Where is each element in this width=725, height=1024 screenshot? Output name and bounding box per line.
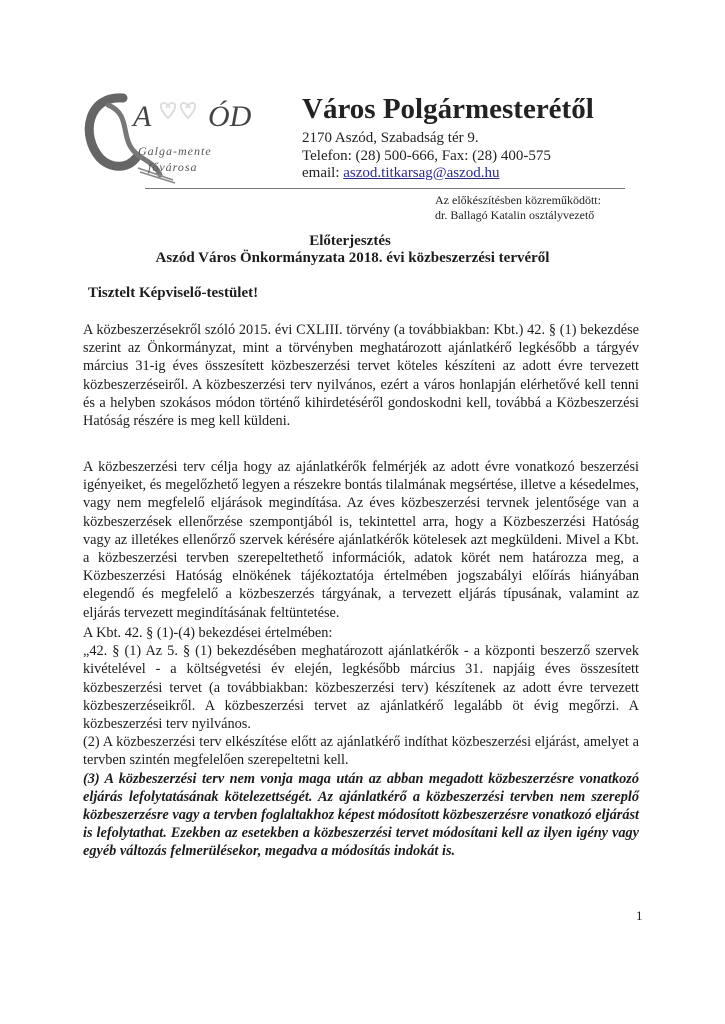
logo-tagline-2: fővárosa xyxy=(148,160,198,174)
kbt-intro: A Kbt. 42. § (1)-(4) bekezdései értelmében: xyxy=(83,625,333,641)
email-label: email: xyxy=(302,165,344,181)
document-subject: Aszód Város Önkormányzata 2018. évi közbeszerzési tervéről xyxy=(155,250,550,266)
paragraph-1-text: A közbeszerzésekről szóló 2015. évi CXLIII. törvény (a továbbiakban: Kbt.) 42. § (1) bekezdése szerint az Önkormányzat, mint a törvényben meghatározott ajánlatkérő legkésőbb a tárgyév március 31-ig éves összesített közbeszerzési tervet köteles készíteni az adott évre tervezett közbeszerzéseiről. A közbeszerzési terv nyilvános, ezért a város honlapján elérhetővé kell tenni és a helyben szokásos módon történő kihirdetéséről gondoskodni kell, továbbá a Közbeszerzési Hatóság részére is meg kell küldeni. xyxy=(83,322,639,430)
paragraph-1 xyxy=(83,321,639,430)
preparer-name: dr. Ballagó Katalin osztályvezető xyxy=(435,208,595,222)
letterhead-email xyxy=(302,165,500,182)
kbt-section-2: (2) A közbeszerzési terv elkészítése előtt az ajánlatkérő indíthat közbeszerzési eljárást, amelyet a tervben szintén megfelelően szerepeltetni kell. xyxy=(83,734,639,769)
logo-letters-od: ÓD xyxy=(208,100,252,133)
paragraph-2-text: A közbeszerzési terv célja hogy az ajánlatkérők felmérjék az adott évre vonatkozó beszerzési igényeiket, és megelőzhető legyen a részekre bontás tilalmának megsértése, illetve a késedelmes, vagy nem megfelelő eljárások megindítása. Az éves közbeszerzési tervnek jelentősége van a közbeszerzések ellenőrzése szempontjából is, tekintettel arra, hogy a Közbeszerzési Hatóság vagy az illetékes ellenőrző szervek kérésére ajánlatkérők kötelesek azt megküldeni. Mivel a Kbt. a közbeszerzési tervben szerepeltethető információk, adatok körét nem határozza meg, a Közbeszerzési Hatóság elnökének tájékoztatója értelmében jogszabályi előírás hiányában elegendő és megfelelő a közbeszerzés tárgyának, a tervezett eljárás típusának, valamint az eljárás tervezett megindításának feltüntetése. xyxy=(83,459,639,621)
kbt-quote xyxy=(83,624,639,861)
kbt-section-1: „42. § (1) Az 5. § (1) bekezdésében meghatározott ajánlatkérők - a központi beszerző szervek kivételével - a költségvetési év elején, legkésőbb március 31. napjáig éves összesített közbeszerzési tervet (a továbbiakban: közbeszerzési terv) készítenek az adott évre tervezett közbeszerzéseikről. A közbeszerzési tervet az ajánlatkérő legalább öt évig megőrzi. A közbeszerzési terv nyilvános. xyxy=(83,643,639,733)
logo-letter-a: A xyxy=(133,100,152,133)
letterhead-title: Város Polgármesterétől xyxy=(302,93,594,125)
header-divider xyxy=(145,188,625,189)
paragraph-2 xyxy=(83,458,639,622)
letterhead-address: 2170 Aszód, Szabadság tér 9. xyxy=(302,130,479,146)
kbt-section-3: (3) A közbeszerzési terv nem vonja maga után az abban megadott közbeszerzésre vonatkozó eljárás lefolytatásának kötelezettségét. Az ajánlatkérő a közbeszerzési tervben nem szereplő közbeszerzésre vagy a tervben foglaltakhoz képest módosított közbeszerzésre vonatkozó eljárást is lefolytathat. Ezekben az esetekben a közbeszerzési tervet módosítani kell az ilyen igény vagy egyéb változás felmerülésekor, megadva a módosítás indokát is. xyxy=(83,770,639,860)
document-type: Előterjesztés xyxy=(309,233,391,249)
letterhead-phone-fax: Telefon: (28) 500-666, Fax: (28) 400-575 xyxy=(302,148,551,164)
logo-tagline-1: Galga-mente xyxy=(138,144,212,158)
page-number: 1 xyxy=(636,908,643,923)
email-link[interactable]: aszod.titkarsag@aszod.hu xyxy=(343,165,500,181)
salutation: Tisztelt Képviselő-testület! xyxy=(88,285,259,301)
preparer-label: Az előkészítésben közreműködött: xyxy=(435,193,601,207)
city-logo xyxy=(78,80,278,190)
